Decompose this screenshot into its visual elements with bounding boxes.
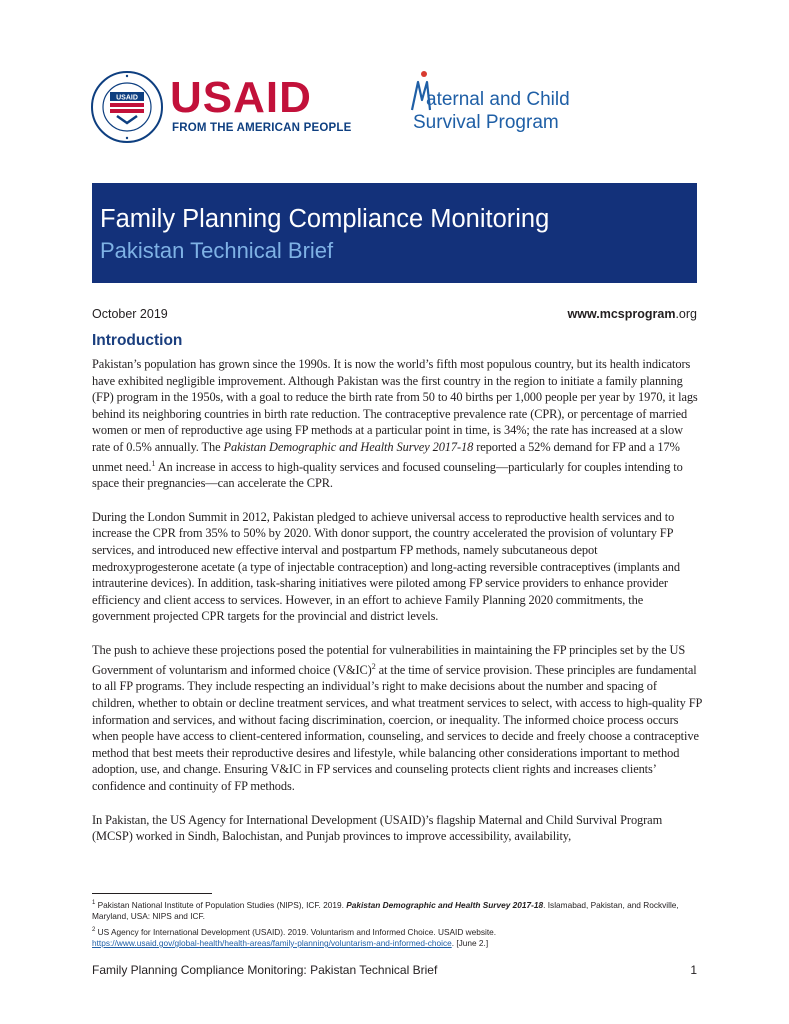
usaid-tagline: FROM THE AMERICAN PEOPLE <box>172 122 352 134</box>
footnote-1-text-b: . Islamabad, Pakistan, and Rockville, Maryland, USA: NIPS and ICF. <box>92 899 679 922</box>
usaid-seal-icon <box>90 70 164 144</box>
page-number: 1 <box>690 963 697 977</box>
paragraph-1 <box>92 356 702 492</box>
paragraph-1-text-c: An increase in access to high-quality services and focused counseling—particularly for couples intending to space their pregnancies—can accelerate the CPR. <box>92 459 683 491</box>
section-heading-introduction: Introduction <box>92 332 183 349</box>
document-title: Family Planning Compliance Monitoring <box>100 205 550 233</box>
footnote-ref-1[interactable]: 1 <box>151 458 156 468</box>
footnote-1-number: 1 <box>92 900 96 906</box>
usaid-logo <box>90 70 352 150</box>
url-main: www.mcsprogram <box>567 307 676 321</box>
page-footer <box>92 963 697 977</box>
footnotes <box>92 898 702 952</box>
footnote-2 <box>92 925 702 950</box>
running-title: Family Planning Compliance Monitoring: Pakistan Technical Brief <box>92 963 438 977</box>
url-tld: .org <box>675 307 697 321</box>
mcsp-name-line-1: aternal and Child <box>426 89 570 110</box>
survey-title-italic: Pakistan Demographic and Health Survey 2017-18 <box>223 439 474 454</box>
paragraph-1-text-a: Pakistan’s population has grown since the 1990s. It is now the world’s fifth most populous country, but its health indicators have exhibited negligible improvement. Although Pakistan was the first country in the region to initiate a family planning (FP) program in the 1950s, with a goal to reduce the birth rate from 50 to 40 births per 1,000 people per year by 1970, it lags behind its neighboring countries in birth rate reduction. The contraceptive prevalence rate (CPR), or percentage of married women or men of reproductive age using FP methods at a particular point in time, is 34%; the rate has increased at a slow rate of 0.5% annually. The <box>92 357 698 454</box>
title-band <box>92 183 697 283</box>
paragraph-3-text-a: The push to achieve these projections posed the potential for vulnerabilities in maintaining the FP principles set by the US Government of voluntarism and informed choice (V&IC) <box>92 643 686 677</box>
publication-date: October 2019 <box>92 307 168 321</box>
footnote-2-text-b: . [June 2.] <box>451 938 489 949</box>
document-subtitle: Pakistan Technical Brief <box>100 238 334 263</box>
paragraph-3 <box>92 642 702 794</box>
footnote-2-text-a: US Agency for International Development (USAID). 2019. Voluntarism and Informed Choice. USAID website. <box>95 926 497 937</box>
footnote-divider <box>92 893 212 894</box>
footnote-1-text-a: Pakistan National Institute of Population Studies (NIPS), ICF. 2019. <box>95 899 347 910</box>
body-text <box>92 356 702 862</box>
mcsp-logo <box>386 70 616 140</box>
paragraph-3-text-b: at the time of service provision. These principles are fundamental to all FP programs. They include respecting an individual’s right to make decisions about the number and spacing of children, whether to obtain or decline treatment services, and what treatment services to select, with access to high-quality FP information and services, and without facing discrimination, coercion, or inequality. The informed choice process occurs when people have access to client-centered information, counseling, and services to decide and freely choose a contraceptive method that best meets their reproductive desires and lifestyle, while balancing other considerations important to method adoption, use, and change. Ensuring V&IC in FP services and counseling protects client rights and increases clients’ confidence and continuity of FP methods. <box>92 662 702 793</box>
mcsp-name-line-2: Survival Program <box>413 112 559 133</box>
usaid-wordmark: USAID <box>170 73 312 122</box>
footnote-1 <box>92 898 702 923</box>
footnote-1-survey-title: Pakistan Demographic and Health Survey 2017-18 <box>346 899 544 910</box>
footnote-ref-2[interactable]: 2 <box>371 661 376 671</box>
paragraph-2: During the London Summit in 2012, Pakistan pledged to achieve universal access to reproductive health services and to increase the CPR from 35% to 50% by 2020. With donor support, the country accelerated the provision of voluntary FP services, and introduced new effective interval and postpartum FP methods, namely subcutaneous depot medroxyprogesterone acetate (a type of injectable contraception) and long-acting reversible contraceptives (implants and intrauterine devices). In addition, task-sharing initiatives were piloted among FP service providers to enhance provider efficiency and client access to services. However, in an effort to achieve Family Planning 2020 commitments, the government projected CPR targets for the provincial and district levels. <box>92 509 681 624</box>
website-url[interactable] <box>568 307 697 321</box>
footnote-2-number: 2 <box>92 926 96 933</box>
footnote-2-link[interactable]: https://www.usaid.gov/global-health/health-areas/family-planning/voluntarism-and-informed-choice <box>92 938 452 949</box>
svg-text:USAID: USAID <box>116 94 138 102</box>
paragraph-1-text-b: reported a 52% demand for FP and a 17% unmet need. <box>92 439 680 474</box>
paragraph-4: In Pakistan, the US Agency for International Development (USAID)’s flagship Maternal and Child Survival Program (MCSP) worked in Sindh, Balochistan, and Punjab provinces to improve accessibility, availability, <box>92 812 663 844</box>
